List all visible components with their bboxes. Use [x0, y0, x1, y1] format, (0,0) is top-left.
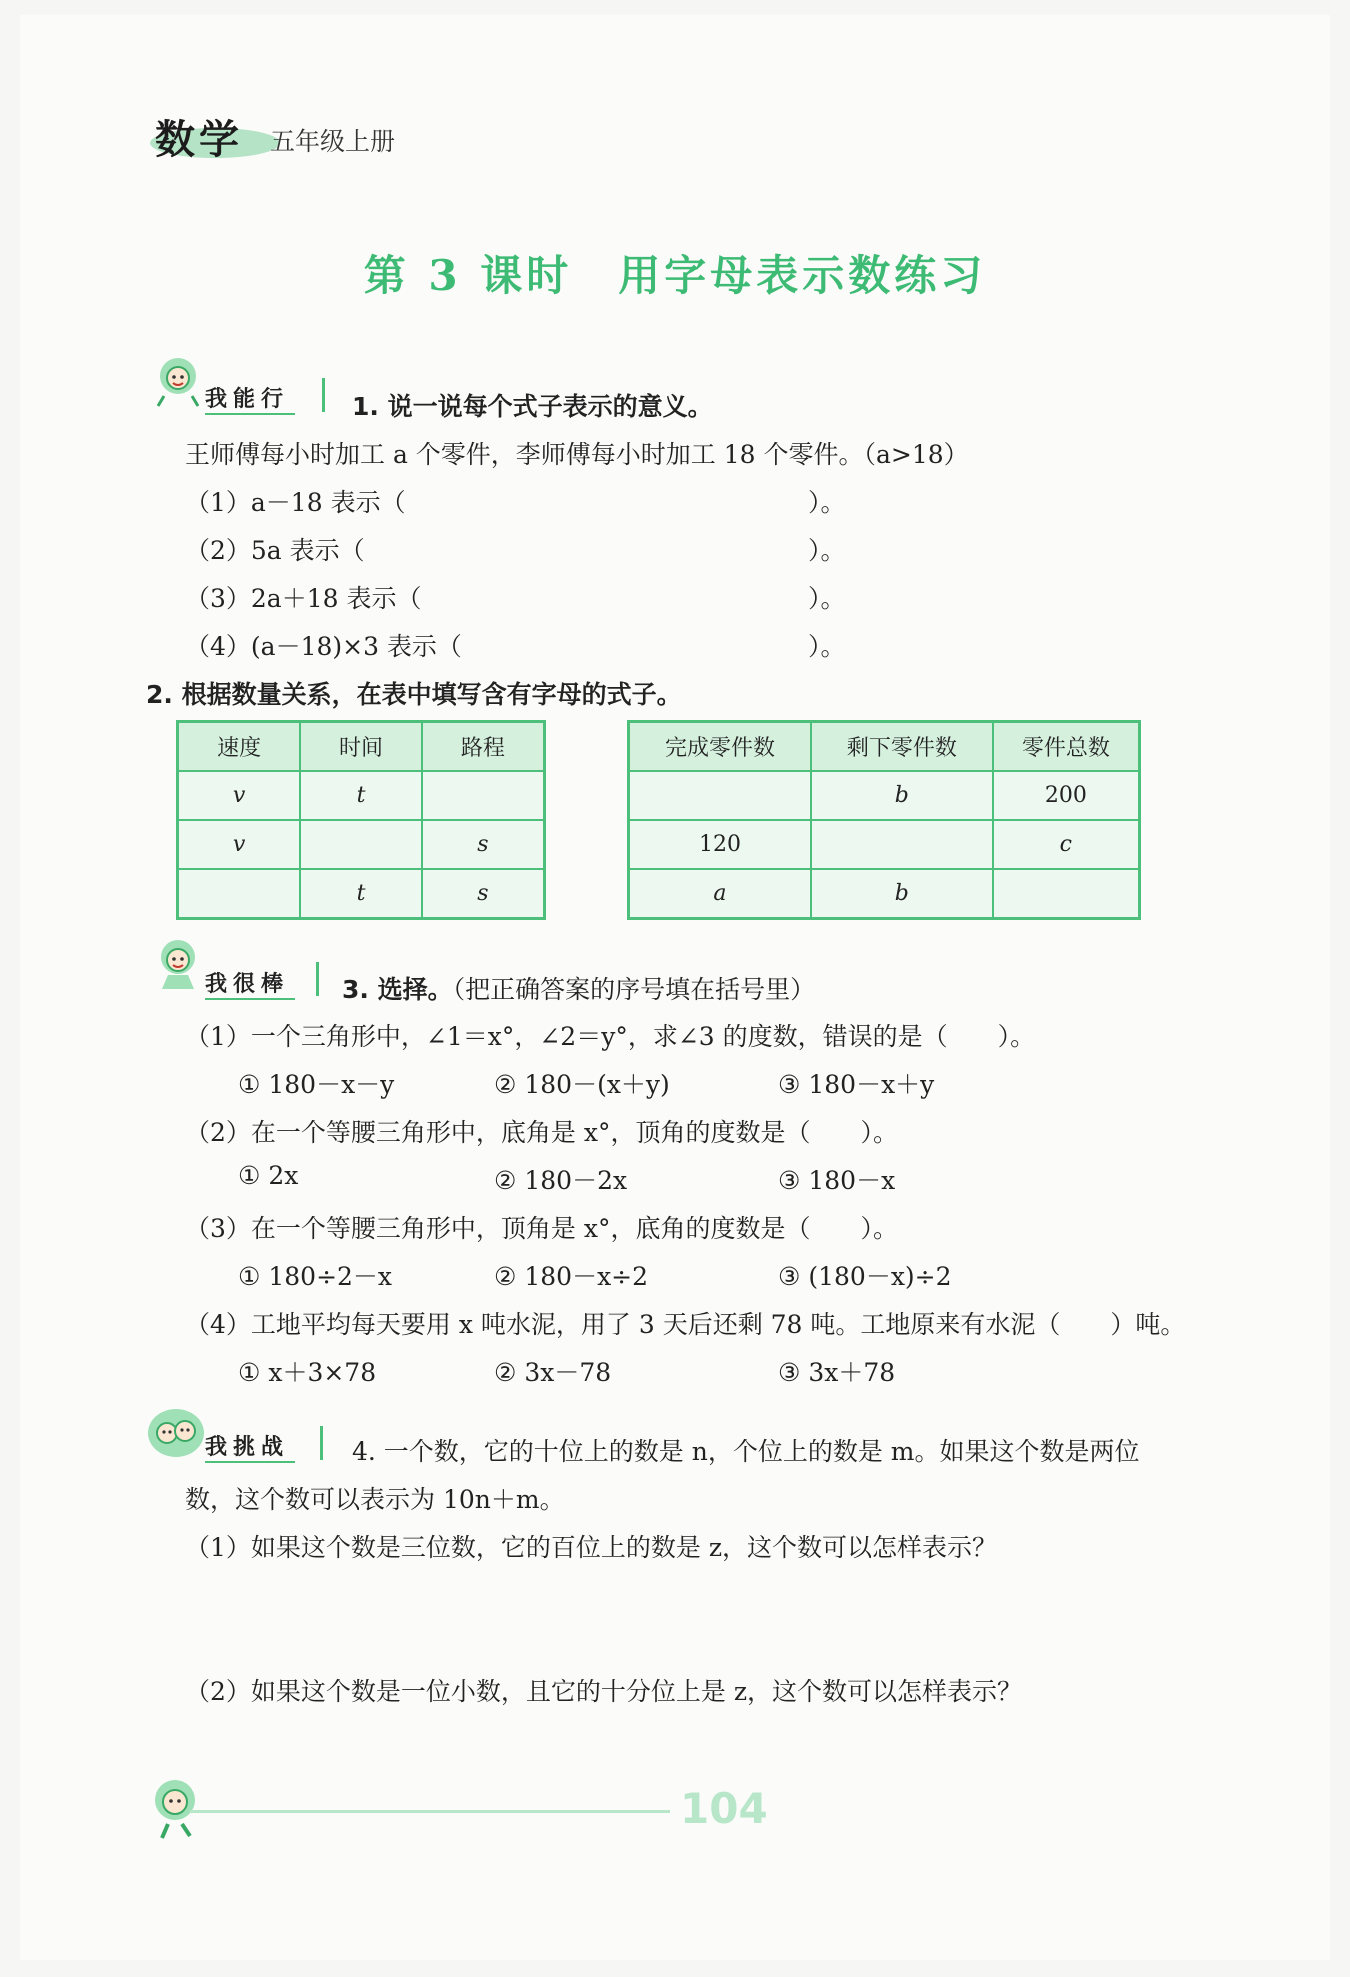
table2-cell[interactable] — [811, 820, 993, 869]
q1-item-1: （1）a－18 表示（ — [185, 488, 406, 517]
q1-title: 1. 说一说每个式子表示的意义。 — [352, 392, 713, 421]
table2-header-completed: 完成零件数 — [629, 722, 811, 772]
table1-cell[interactable]: s — [422, 869, 545, 919]
table2-cell[interactable]: b — [811, 869, 993, 919]
table2-header-total: 零件总数 — [993, 722, 1140, 772]
q3-part-4-stem: （4）工地平均每天要用 x 吨水泥，用了 3 天后还剩 78 吨。工地原来有水泥（ ）吨。 — [185, 1310, 1186, 1339]
table1-cell[interactable]: v — [178, 771, 301, 820]
table2-cell[interactable] — [629, 771, 811, 820]
parts-table — [627, 720, 1141, 920]
q1-item-2: （2）5a 表示（ — [185, 536, 365, 565]
table1-header-distance: 路程 — [422, 722, 545, 772]
table1-cell[interactable] — [422, 771, 545, 820]
badge-divider — [320, 1426, 323, 1460]
q3-part-2-option-3[interactable]: ③ 180－x — [778, 1166, 896, 1195]
q3-note: （把正确答案的序号填在括号里） — [452, 975, 816, 1004]
q3-part-3-option-1[interactable]: ① 180÷2－x — [238, 1262, 393, 1291]
table2-cell[interactable]: b — [811, 771, 993, 820]
table2-cell[interactable]: c — [993, 820, 1140, 869]
q4-sub-2: （2）如果这个数是一位小数，且它的十分位上是 z，这个数可以怎样表示？ — [185, 1677, 1023, 1706]
q3-part-3-option-2[interactable]: ② 180－x÷2 — [494, 1262, 649, 1291]
table2-header-remaining: 剩下零件数 — [811, 722, 993, 772]
q3-title: 3. 选择。 — [342, 975, 453, 1004]
header-subject: 数学 — [155, 117, 243, 163]
table1-cell[interactable]: t — [300, 771, 421, 820]
q4-sub-1: （1）如果这个数是三位数，它的百位上的数是 z，这个数可以怎样表示？ — [185, 1533, 998, 1562]
mascot-girl-icon — [150, 935, 206, 991]
q3-part-2-option-1[interactable]: ① 2x — [238, 1161, 299, 1190]
mascot-kids-icon — [145, 1405, 207, 1461]
table1-cell[interactable] — [300, 820, 421, 869]
q3-part-2-option-2[interactable]: ② 180－2x — [494, 1166, 628, 1195]
page-number: 104 — [680, 1784, 768, 1833]
q3-header — [342, 970, 815, 1006]
header-grade: 五年级上册 — [270, 127, 396, 156]
q1-item-3: （3）2a＋18 表示（ — [185, 584, 422, 613]
q3-part-4-option-1[interactable]: ① x＋3×78 — [238, 1358, 377, 1387]
lesson-title: 第 3 课时 用字母表示数练习 — [363, 251, 987, 300]
table2-cell[interactable]: a — [629, 869, 811, 919]
q1-item-2-close: ）。 — [808, 536, 846, 565]
q4-line-2: 数，这个数可以表示为 10n＋m。 — [185, 1485, 565, 1514]
q3-part-1-option-3[interactable]: ③ 180－x＋y — [778, 1070, 935, 1099]
table2-cell[interactable]: 120 — [629, 820, 811, 869]
q3-part-1-stem: （1）一个三角形中，∠1＝x°，∠2＝y°，求∠3 的度数，错误的是（ ）。 — [185, 1022, 1036, 1051]
q3-part-4-option-2[interactable]: ② 3x－78 — [494, 1358, 612, 1387]
q4-sub-1-answer-area[interactable] — [185, 1570, 1185, 1670]
q1-item-1-close: ）。 — [808, 488, 846, 517]
table2-cell[interactable] — [993, 869, 1140, 919]
q3-part-3-option-3[interactable]: ③ (180－x)÷2 — [778, 1262, 952, 1291]
q3-part-3-stem: （3）在一个等腰三角形中，顶角是 x°，底角的度数是（ ）。 — [185, 1214, 898, 1243]
speed-time-distance-table — [176, 720, 546, 920]
table1-cell[interactable]: t — [300, 869, 421, 919]
table1-cell[interactable]: v — [178, 820, 301, 869]
table1-header-time: 时间 — [300, 722, 421, 772]
q3-part-2-stem: （2）在一个等腰三角形中，底角是 x°，顶角的度数是（ ）。 — [185, 1118, 898, 1147]
badge-wo-hen-bang: 我很棒 — [205, 967, 295, 1000]
q2-title: 2. 根据数量关系，在表中填写含有字母的式子。 — [146, 680, 682, 709]
q1-item-4: （4）(a－18)×3 表示（ — [185, 632, 462, 661]
table2-cell[interactable]: 200 — [993, 771, 1140, 820]
q1-item-3-close: ）。 — [808, 584, 846, 613]
badge-wo-tiao-zhan: 我挑战 — [205, 1430, 295, 1463]
table1-header-speed: 速度 — [178, 722, 301, 772]
q3-part-1-option-2[interactable]: ② 180－(x＋y) — [494, 1070, 670, 1099]
q3-part-4-option-3[interactable]: ③ 3x＋78 — [778, 1358, 896, 1387]
badge-wo-neng-xing: 我能行 — [205, 382, 295, 415]
badge-divider — [322, 378, 325, 412]
footer-rule — [190, 1810, 670, 1813]
table1-cell[interactable] — [178, 869, 301, 919]
mascot-boy-icon — [150, 352, 206, 408]
q1-intro: 王师傅每小时加工 a 个零件，李师傅每小时加工 18 个零件。（a>18） — [185, 440, 969, 469]
q4-line-1: 4. 一个数，它的十位上的数是 n，个位上的数是 m。如果这个数是两位 — [352, 1437, 1140, 1466]
badge-divider — [316, 962, 319, 996]
q1-item-4-close: ）。 — [808, 632, 846, 661]
footer-mascot-icon — [140, 1772, 210, 1842]
table1-cell[interactable]: s — [422, 820, 545, 869]
q3-part-1-option-1[interactable]: ① 180－x－y — [238, 1070, 395, 1099]
q4-sub-2-answer-area[interactable] — [185, 1714, 1185, 1774]
